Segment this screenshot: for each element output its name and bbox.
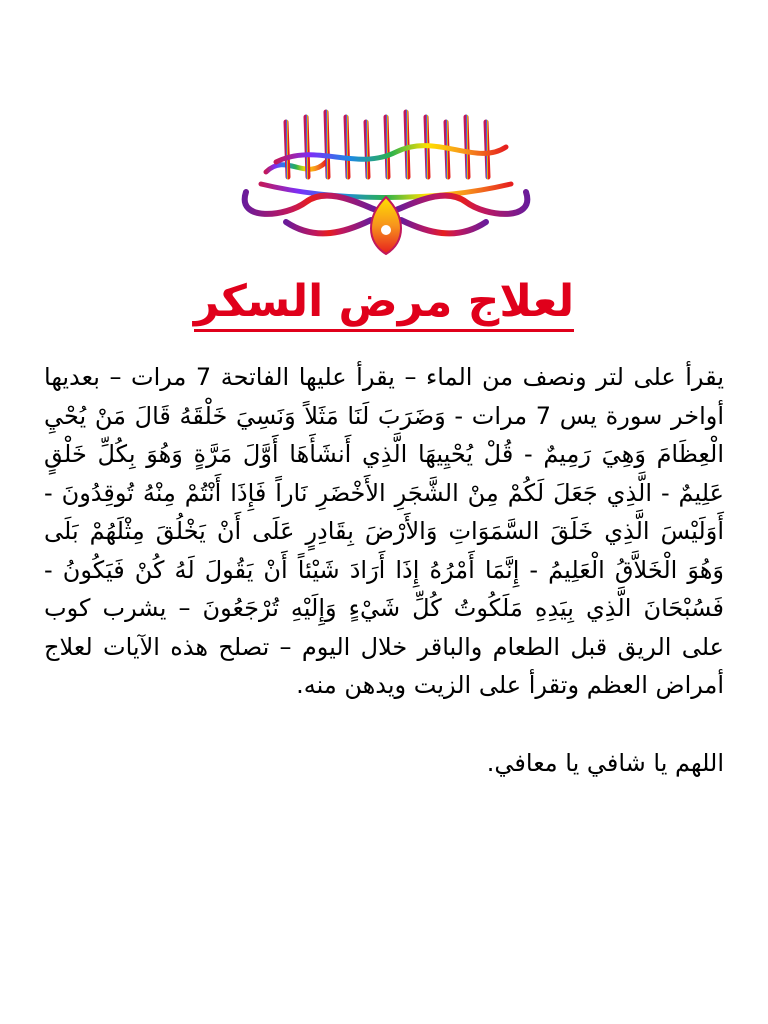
page-title <box>0 272 768 332</box>
basmala-ornament-icon <box>226 92 546 262</box>
body-paragraph: يقرأ على لتر ونصف من الماء – يقرأ عليها الفاتحة 7 مرات – بعديها أواخر سورة يس 7 مرات - وَضَرَبَ لَنَا مَثَلاً وَنَسِيَ خَلْقَهُ قَالَ مَنْ يُحْيِ الْعِظَامَ وَهِيَ رَمِيمٌ - قُلْ يُحْيِيهَا الَّذِي أَنشَأَهَا أَوَّلَ مَرَّةٍ وَهُوَ بِكُلِّ خَلْقٍ عَلِيمٌ - الَّذِي جَعَلَ لَكُمْ مِنْ الشَّجَرِ الأَخْضَرِ نَاراً فَإِذَا أَنْتُمْ مِنْهُ تُوقِدُونَ - أَوَلَيْسَ الَّذِي خَلَقَ السَّمَوَاتِ وَالأَرْضَ بِقَادِرٍ عَلَى أَنْ يَخْلُقَ مِثْلَهُمْ بَلَى وَهُوَ الْخَلاَّقُ الْعَلِيمُ - إِنَّمَا أَمْرُهُ إِذَا أَرَادَ شَيْئاً أَنْ يَقُولَ لَهُ كُنْ فَيَكُونُ - فَسُبْحَانَ الَّذِي بِيَدِهِ مَلَكُوتُ كُلِّ شَيْءٍ وَإِلَيْهِ تُرْجَعُونَ – يشرب كوب على الريق قبل الطعام والباقر خلال اليوم – تصلح هذه الآيات لعلاج أمراض العظم وتقرأ على الزيت ويدهن منه. <box>44 363 724 699</box>
basmala-calligraphy <box>226 92 546 262</box>
closing-prayer: اللهم يا شافي يا معافي. <box>486 749 724 777</box>
page-title-text: لعلاج مرض السكر <box>194 276 574 332</box>
